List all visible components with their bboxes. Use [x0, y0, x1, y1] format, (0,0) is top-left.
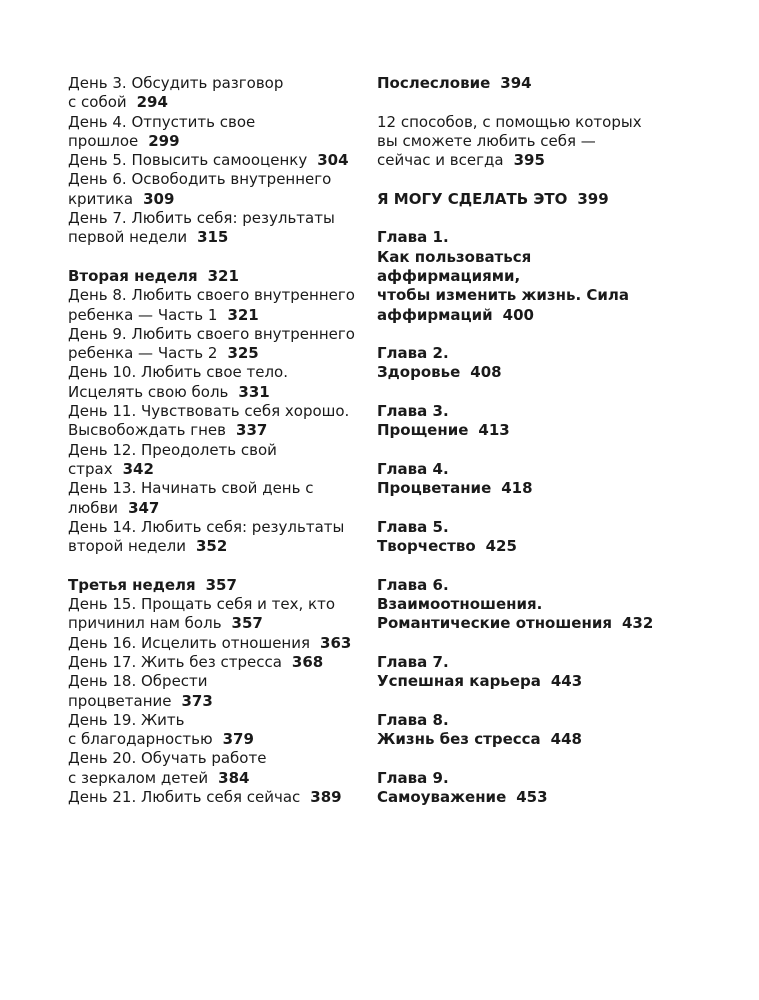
toc-entry-title: День 17. Жить без стресса	[68, 652, 282, 671]
toc-entry	[377, 460, 677, 499]
toc-entry	[377, 769, 677, 808]
toc-page-number: 432	[621, 614, 654, 633]
toc-page-number: 363	[320, 633, 352, 652]
toc-entry	[68, 672, 358, 711]
toc-page-number: 357	[231, 614, 263, 633]
section-spacer	[377, 556, 677, 575]
toc-page-number: 413	[478, 421, 510, 440]
toc-entry-title: Я МОГУ СДЕЛАТЬ ЭТО	[377, 189, 568, 208]
toc-page-number: 321	[227, 305, 259, 324]
section-spacer	[377, 170, 677, 189]
toc-entry	[68, 267, 358, 286]
toc-page-number: 337	[236, 421, 268, 440]
toc-page-number: 352	[195, 537, 228, 556]
section-spacer	[377, 634, 677, 653]
toc-page-number: 400	[502, 305, 534, 324]
section-spacer	[377, 383, 677, 402]
toc-entry	[377, 518, 677, 557]
toc-page-number: 408	[470, 363, 502, 382]
toc-entry-title: 12 способов, с помощью которых вы сможете любить себя — сейчас и всегда	[377, 112, 642, 170]
toc-entry-title: День 8. Любить своего внутреннего ребенка — Часть 1	[68, 286, 355, 324]
toc-page-number: 325	[227, 344, 259, 363]
section-spacer	[68, 248, 358, 267]
toc-entry-title: Глава 8. Жизнь без стресса	[377, 710, 541, 749]
toc-entry-title: Глава 7. Успешная карьера	[377, 652, 541, 691]
toc-entry	[68, 74, 358, 113]
toc-entry	[377, 228, 677, 324]
toc-left-column	[68, 74, 358, 807]
toc-entry	[68, 402, 358, 441]
section-spacer	[68, 556, 358, 575]
toc-entry	[68, 479, 358, 518]
toc-page-number: 357	[205, 575, 237, 594]
toc-page-number: 399	[577, 189, 609, 208]
toc-page-number: 453	[516, 787, 548, 806]
section-spacer	[377, 499, 677, 518]
toc-entry	[377, 711, 677, 750]
toc-entry	[68, 286, 358, 325]
toc-page-number: 347	[128, 498, 160, 517]
toc-entry-title: День 11. Чувствовать себя хорошо. Высвобождать гнев	[68, 402, 350, 440]
toc-entry-title: День 10. Любить свое тело. Исцелять свою боль	[68, 363, 288, 401]
toc-entry	[68, 595, 358, 634]
toc-entry	[68, 634, 358, 653]
toc-entry-title: День 21. Любить себя сейчас	[68, 787, 301, 806]
toc-entry	[68, 151, 358, 170]
section-spacer	[377, 325, 677, 344]
toc-page-number: 342	[122, 459, 154, 478]
toc-entry-title: День 13. Начинать свой день с любви	[68, 479, 314, 517]
toc-entry-title: Глава 1. Как пользоваться аффирмациями, чтобы изменить жизнь. Сила аффирмаций	[377, 228, 630, 324]
toc-entry	[377, 190, 677, 209]
toc-page-number: 418	[501, 479, 533, 498]
toc-page-number: 304	[317, 151, 349, 170]
toc-entry-title: День 15. Прощать себя и тех, кто причинил нам боль	[68, 595, 336, 633]
section-spacer	[377, 692, 677, 711]
toc-page-number: 389	[310, 787, 342, 806]
section-spacer	[377, 749, 677, 768]
toc-entry	[68, 170, 358, 209]
toc-entry-title: День 6. Освободить внутреннего критика	[68, 170, 332, 208]
toc-entry	[377, 402, 677, 441]
toc-entry-title: Глава 5. Творчество	[377, 517, 476, 556]
toc-entry-title: День 4. Отпустить свое прошлое	[68, 112, 256, 150]
toc-entry	[68, 653, 358, 672]
toc-entry-title: Глава 2. Здоровье	[377, 344, 461, 382]
toc-page-number: 299	[148, 131, 180, 150]
toc-entry	[68, 209, 358, 248]
toc-entry	[377, 113, 677, 171]
toc-entry	[68, 518, 358, 557]
section-spacer	[377, 441, 677, 460]
toc-entry-title: День 16. Исцелить отношения	[68, 633, 311, 652]
toc-entry-title: День 7. Любить себя: результаты первой недели	[68, 209, 335, 247]
toc-page-number: 394	[500, 74, 532, 92]
toc-page-number: 384	[218, 768, 250, 787]
toc-entry	[68, 711, 358, 750]
toc-page-number: 294	[136, 93, 168, 112]
toc-entry-title: Третья неделя	[68, 575, 196, 594]
toc-entry-title: День 9. Любить своего внутреннего ребенка — Часть 2	[68, 324, 355, 363]
toc-entry-title: День 12. Преодолеть свой страх	[68, 440, 277, 478]
toc-entry	[68, 325, 358, 364]
section-spacer	[377, 93, 677, 112]
toc-entry	[68, 788, 358, 807]
toc-entry-title: Глава 4. Процветание	[377, 459, 492, 498]
toc-page-number: 368	[291, 652, 324, 671]
toc-entry	[377, 653, 677, 692]
toc-entry-title: День 3. Обсудить разговор с собой	[68, 74, 284, 112]
toc-entry	[68, 749, 358, 788]
toc-entry	[68, 576, 358, 595]
toc-entry-title: День 19. Жить с благодарностью	[68, 710, 213, 749]
toc-entry-title: День 18. Обрести процветание	[68, 672, 208, 710]
toc-page-number: 331	[238, 382, 270, 401]
toc-entry-title: День 14. Любить себя: результаты второй недели	[68, 517, 345, 556]
toc-page-number: 321	[207, 266, 239, 285]
toc-entry	[68, 441, 358, 480]
toc-entry-title: День 20. Обучать работе с зеркалом детей	[68, 749, 267, 787]
toc-entry-title: Глава 3. Прощение	[377, 402, 469, 440]
section-spacer	[377, 209, 677, 228]
toc-page-number: 315	[197, 228, 229, 247]
toc-page-number: 425	[485, 537, 517, 556]
toc-page-number: 309	[143, 189, 175, 208]
toc-entry	[377, 576, 677, 634]
toc-entry-title: Вторая неделя	[68, 266, 198, 285]
toc-entry	[68, 113, 358, 152]
toc-right-column	[377, 74, 677, 807]
toc-entry-title: Глава 9. Самоуважение	[377, 768, 507, 806]
toc-page-number: 443	[550, 672, 583, 691]
toc-entry	[68, 363, 358, 402]
toc-page-number: 379	[222, 730, 254, 749]
toc-page-number: 448	[550, 730, 582, 749]
toc-page-number: 373	[181, 691, 213, 710]
toc-entry-title: День 5. Повысить самооценку	[68, 151, 308, 170]
toc-entry	[377, 74, 677, 93]
toc-entry-title: Послесловие	[377, 74, 491, 92]
toc-entry-title: Глава 6. Взаимоотношения. Романтические отношения	[377, 575, 612, 633]
toc-entry	[377, 344, 677, 383]
toc-page-number: 395	[513, 151, 545, 170]
